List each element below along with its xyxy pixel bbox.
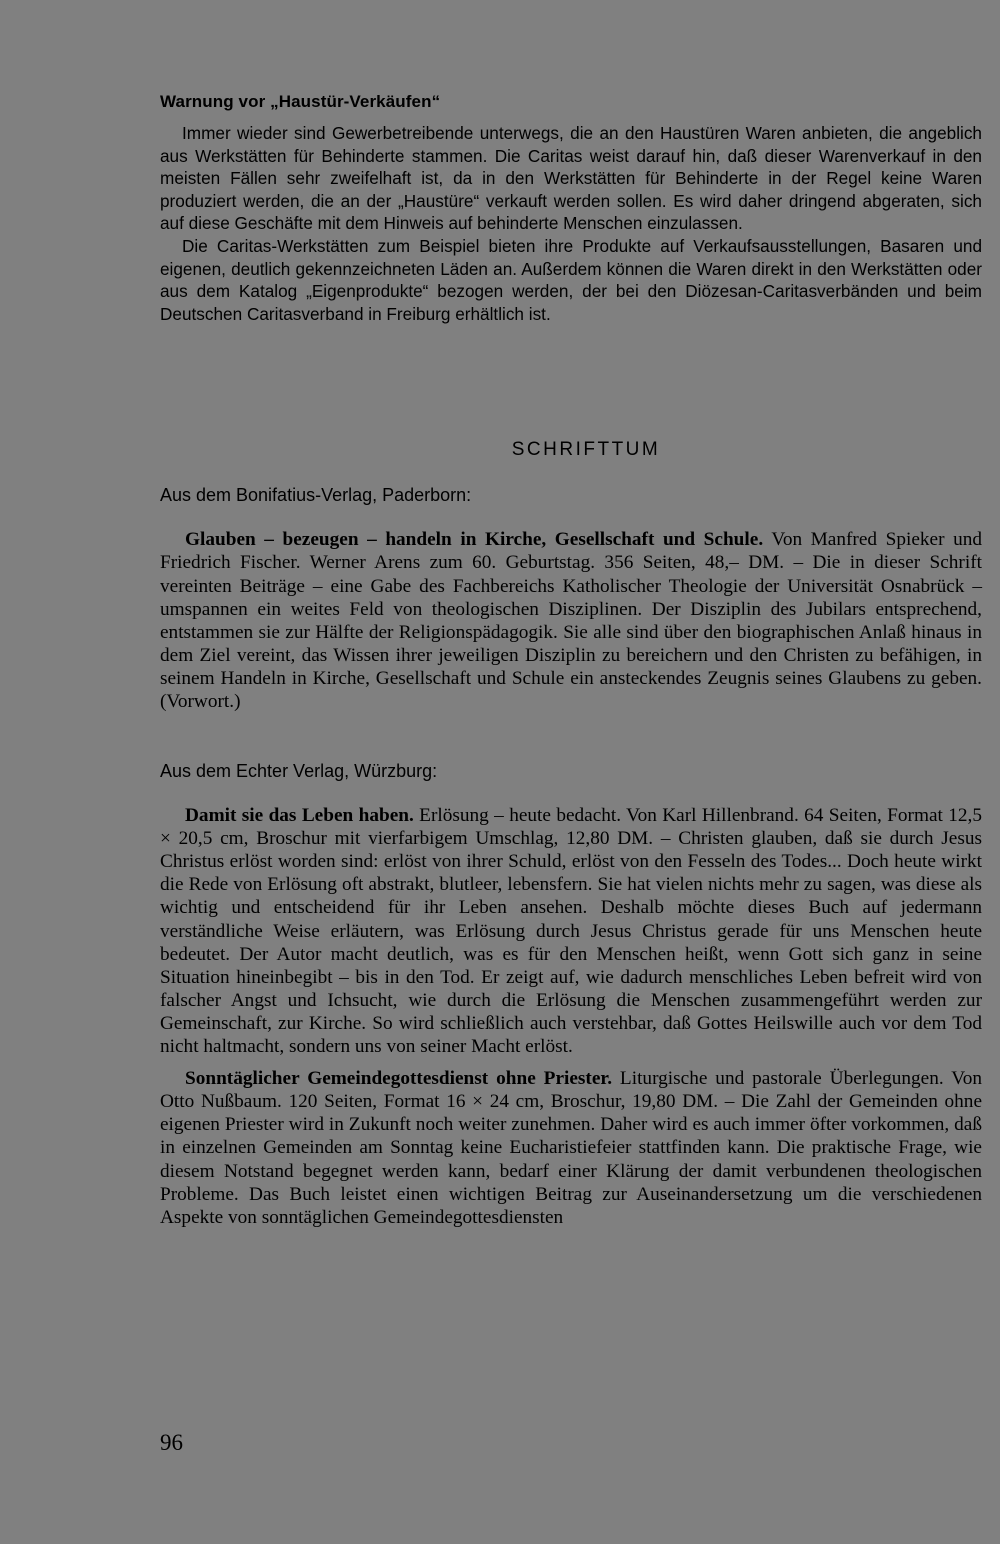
warning-paragraph-2: Die Caritas-Werkstätten zum Beispiel bieten ihre Produkte auf Verkaufsausstellungen, Basaren und eigenen, deutlich gekennzeichneten Läden an. Außerdem können die Waren direkt in den Werkstätten oder aus dem Katalog „Eigenprodukte“ bezogen werden, der bei den Diözesan-Caritasverbänden und beim Deutschen Caritasverband in Freiburg erhältlich ist. bbox=[160, 235, 982, 324]
book-description: Erlösung – heute bedacht. Von Karl Hillenbrand. 64 Seiten, Format 12,5 × 20,5 cm, Broschur mit vierfarbigem Umschlag, 12,80 DM. – Christen glauben, daß sie durch Jesus Christus erlöst worden sind: erlöst von ihrer Schuld, erlöst von den Fesseln des Todes... Doch heute wirkt die Rede von Erlösung oft abstrakt, blutleer, lebensfern. Sie hat vielen nichts mehr zu sagen, was diese als wichtig und entscheidend für ihr Leben ansehen. Deshalb möchte dieses Buch auf jedermann verständliche Weise erläutern, was Erlösung durch Jesus Christus gerade für uns Menschen heute bedeutet. Der Autor macht deutlich, was es für den Menschen heißt, wenn Gott sich ganz in seine Situation hineinbegibt – bis in den Tod. Er zeigt auf, wie dadurch menschliches Leben befreit wird von falscher Angst und Ichsucht, wie durch die Erlösung die Menschen zusammengeführt werden zur Gemeinschaft, zur Kirche. So wird schließlich auch verstehbar, daß Gottes Heilswille auch vor dem Tod nicht haltmacht, sondern uns von seiner Macht erlöst. bbox=[160, 805, 983, 1058]
book-description: Von Manfred Spieker und Friedrich Fischer. Werner Arens zum 60. Geburtstag. 356 Seiten, 48,– DM. – Die in dieser Schrift vereinten Beiträge – eine Gabe des Fachbereichs Katholischer Theologie der Universität Osnabrück – umspannen ein weites Feld von theologischen Disziplinen. Der Disziplin des Jubilars entsprechend, entstammen sie zur Hälfte der Religionspädagogik. Sie alle sind über den biographischen Anlaß hinaus in dem Ziel vereint, das Wissen ihrer jeweiligen Disziplin zu bereichern und den Christen zu befähigen, in seinem Handeln in Kirche, Gesellschaft und Schule ein ansteckendes Zeugnis seines Glaubens zu geben. (Vorwort.) bbox=[160, 529, 983, 712]
warning-title: Warnung vor „Haustür-Verkäufen“ bbox=[160, 92, 441, 111]
publisher-heading: Aus dem Bonifatius-Verlag, Paderborn: bbox=[160, 485, 472, 506]
warning-paragraph-1: Immer wieder sind Gewerbetreibende unterwegs, die an den Haustüren Waren anbieten, die angeblich aus Werkstätten für Behinderte stammen. Die Caritas weist darauf hin, daß dieser Warenverkauf in den meisten Fällen sehr zweifelhaft ist, da in den Werkstätten für Behinderte in der Regel keine Waren produziert werden, die an der „Haustüre“ verkauft werden sollen. Es wird daher dringend abgeraten, sich auf diese Geschäfte mit dem Hinweis auf behinderte Menschen einzulassen. bbox=[160, 123, 982, 234]
book-review bbox=[160, 528, 982, 713]
book-title: Glauben – bezeugen – handeln in Kirche, Gesellschaft und Schule. bbox=[185, 529, 764, 551]
book-review bbox=[160, 1067, 982, 1229]
publisher-heading: Aus dem Echter Verlag, Würzburg: bbox=[160, 761, 438, 782]
page-number: 96 bbox=[160, 1430, 183, 1455]
book-description: Liturgische und pastorale Überlegungen. Von Otto Nußbaum. 120 Seiten, Format 16 × 24 cm, Broschur, 19,80 DM. – Die Zahl der Gemeinden ohne eigenen Priester wird in Zukunft noch weiter zunehmen. Daher wird es auch immer öfter vorkommen, daß in einzelnen Gemeinden am Sonntag keine Eucharistiefeier stattfinden kann. Die praktische Frage, wie diesem Notstand begegnet werden kann, bedarf einer Klärung der damit verbundenen theologischen Probleme. Das Buch leistet einen wichtigen Beitrag zur Auseinandersetzung um die verschiedenen Aspekte von sonntäglichen Gemeindegottesdiensten bbox=[160, 1068, 982, 1228]
section-heading: SCHRIFTTUM bbox=[511, 439, 661, 461]
book-review bbox=[160, 804, 982, 1058]
book-title: Damit sie das Leben haben. bbox=[185, 805, 414, 827]
book-title: Sonntäglicher Gemeindegottesdienst ohne Priester. bbox=[185, 1068, 613, 1090]
page-body bbox=[160, 92, 982, 1229]
